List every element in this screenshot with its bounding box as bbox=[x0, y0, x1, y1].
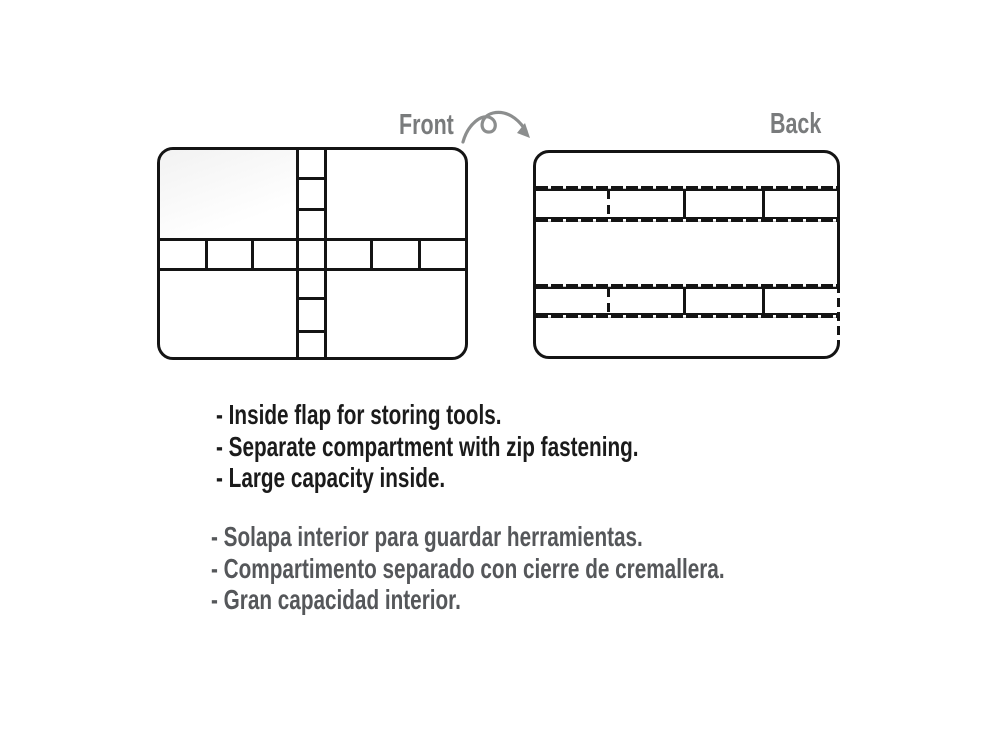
back-lower-pocket-divider bbox=[762, 288, 765, 313]
front-top-left-panel-shade bbox=[160, 150, 296, 238]
back-upper-pocket-divider bbox=[683, 190, 686, 217]
back-right-border-dash bbox=[837, 284, 841, 346]
front-pocket-divider bbox=[370, 238, 373, 271]
front-strip-seam bbox=[296, 208, 327, 211]
back-upper-band-bottom-seam bbox=[536, 217, 837, 222]
feature-item-en: - Separate compartment with zip fastening. bbox=[216, 430, 639, 462]
front-panel-drawing bbox=[157, 147, 468, 360]
front-pocket-divider bbox=[418, 238, 421, 271]
front-strip-seam bbox=[296, 177, 327, 180]
feature-item-en: - Large capacity inside. bbox=[216, 462, 446, 493]
feature-item-en: - Inside flap for storing tools. bbox=[216, 399, 502, 430]
front-zip-strip-left-seam bbox=[296, 150, 299, 357]
front-strip-seam bbox=[296, 330, 327, 333]
front-pocket-divider bbox=[205, 238, 208, 271]
feature-list-en bbox=[216, 399, 787, 494]
back-panel-drawing bbox=[533, 150, 840, 359]
back-upper-pocket-divider bbox=[762, 190, 765, 217]
back-lower-band-bottom-seam bbox=[536, 313, 837, 318]
feature-item-es: - Compartimento separado con cierre de cremallera. bbox=[211, 552, 725, 584]
front-view-label-text: Front bbox=[399, 109, 454, 141]
back-lower-pocket-divider-dashed bbox=[607, 288, 610, 313]
back-lower-pocket-divider bbox=[683, 288, 686, 313]
back-view-label bbox=[770, 109, 839, 139]
front-pocket-divider bbox=[251, 238, 254, 271]
back-view-label-text: Back bbox=[770, 108, 822, 140]
front-zip-strip-right-seam bbox=[324, 150, 327, 357]
back-lower-band-top-seam bbox=[536, 284, 837, 289]
feature-list-es bbox=[211, 521, 905, 616]
back-upper-pocket-divider-dashed bbox=[607, 190, 610, 217]
back-upper-band-top-seam bbox=[536, 186, 837, 191]
front-strip-seam bbox=[296, 297, 327, 300]
feature-item-es: - Solapa interior para guardar herramientas. bbox=[211, 521, 643, 552]
feature-item-es: - Gran capacidad interior. bbox=[211, 584, 461, 615]
rotate-arrow-icon bbox=[455, 104, 550, 156]
